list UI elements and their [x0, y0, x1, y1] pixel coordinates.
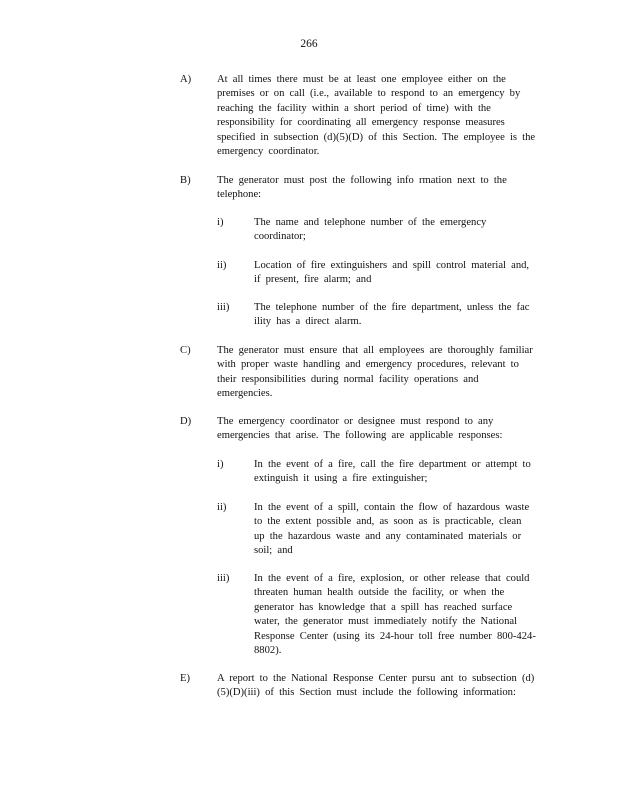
- section-label: A): [180, 74, 192, 85]
- section-label: B): [180, 175, 191, 186]
- section-text: The generator must post the following info rmation next to the telephone:: [217, 175, 507, 201]
- item-label: i): [217, 459, 224, 470]
- item-text: In the event of a spill, contain the flow of hazardous waste to the extent possible and, as soon as is practicable, clean up the hazardous waste and any contaminated materials or soil; and: [254, 502, 530, 557]
- section-label: D): [180, 416, 192, 427]
- item-text: Location of fire extinguishers and spill control material and, if present, fire alarm; and: [254, 260, 530, 286]
- section-label: E): [180, 673, 190, 684]
- item-label: ii): [217, 502, 227, 513]
- section-text: The generator must ensure that all employees are thoroughly familiar with proper waste handling and emergency procedures, relevant to their responsibilities during normal facility operations and emergencies.: [217, 345, 533, 400]
- section-text: At all times there must be at least one employee either on the premises or on call (i.e., available to respond to an emergency by reaching the facility within a short period of time) with the responsibility for coordinating all emergency response measures specified in subsection (d)(5)(D) of this Section. The employee is the emergency coordinator.: [217, 74, 536, 158]
- item-text: In the event of a fire, explosion, or other release that could threaten human health outside the facility, or when the generator has knowledge that a spill has reached surface water, the generator must immediately notify the National Response Center (using its 24-hour toll free number 800-424-8802).: [254, 573, 536, 657]
- item-text: The name and telephone number of the emergency coordinator;: [254, 217, 487, 243]
- item-label: ii): [217, 260, 227, 271]
- item-label: iii): [217, 573, 230, 584]
- item-text: The telephone number of the fire department, unless the fac ility has a direct alarm.: [254, 302, 530, 328]
- section-text: The emergency coordinator or designee must respond to any emergencies that arise. The following are applicable responses:: [217, 416, 503, 442]
- page-number: 266: [300, 38, 318, 50]
- item-text: In the event of a fire, call the fire department or attempt to extinguish it using a fire extinguisher;: [254, 459, 531, 485]
- item-label: iii): [217, 302, 230, 313]
- section-text: A report to the National Response Center pursu ant to subsection (d)(5)(D)(iii) of this Section must include the following information:: [217, 673, 535, 699]
- item-label: i): [217, 217, 224, 228]
- section-label: C): [180, 345, 191, 356]
